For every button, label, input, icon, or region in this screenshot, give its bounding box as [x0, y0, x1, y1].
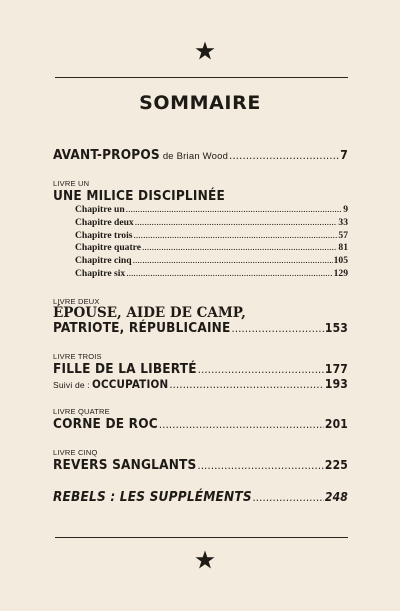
page-number: 7 — [340, 148, 348, 162]
book-title[interactable] — [53, 188, 348, 204]
dot-leader — [133, 230, 337, 243]
supplements-title: REBELS : LES SUPPLÉMENTS — [53, 488, 252, 505]
book-label: LIVRE DEUX — [53, 296, 100, 306]
page-number: 57 — [338, 229, 348, 241]
toc-entry-supplements[interactable] — [53, 489, 348, 505]
book-label: LIVRE UN — [53, 179, 90, 188]
page-number: 225 — [324, 457, 348, 472]
page-number: 201 — [324, 416, 348, 431]
dot-leader — [198, 459, 324, 472]
dot-leader — [159, 418, 324, 431]
book-title-text: UNE MILICE DISCIPLINÉE — [53, 188, 225, 204]
dot-leader — [253, 491, 324, 504]
page-number: 33 — [338, 216, 348, 228]
chapter-label: Chapitre quatre — [75, 242, 142, 254]
page-title: SOMMAIRE — [139, 92, 261, 114]
toc-entry[interactable] — [53, 361, 348, 377]
book-title-text: CORNE DE ROC — [53, 415, 158, 432]
dot-leader — [169, 378, 324, 391]
table-of-contents — [53, 143, 348, 505]
dot-leader — [126, 204, 343, 217]
suivi-title: OCCUPATION — [91, 376, 169, 391]
toc-entry-suivi[interactable] — [53, 377, 348, 391]
chapter-entry[interactable] — [53, 230, 348, 243]
suivi-prefix: Suivi de : — [53, 379, 90, 390]
book-title-text: REVERS SANGLANTS — [53, 456, 197, 473]
book-title-text: FILLE DE LA LIBERTÉ — [53, 360, 197, 377]
chapter-entry[interactable] — [53, 217, 348, 230]
chapter-entry[interactable] — [53, 255, 348, 268]
chapter-label: Chapitre trois — [75, 229, 133, 241]
toc-entry[interactable] — [53, 457, 348, 473]
chapter-label: Chapitre deux — [75, 216, 134, 228]
top-divider — [55, 77, 348, 78]
book-label: LIVRE CINQ — [53, 447, 98, 457]
star-icon — [195, 41, 215, 61]
toc-entry[interactable] — [53, 320, 348, 336]
page-number: 248 — [324, 489, 348, 504]
avant-propos-title: AVANT-PROPOS — [53, 147, 160, 163]
avant-propos-byline: de Brian Wood — [162, 151, 229, 162]
dot-leader — [135, 217, 338, 230]
page-number: 177 — [324, 361, 348, 376]
book-label: LIVRE QUATRE — [53, 406, 110, 416]
page-number: 9 — [343, 204, 348, 215]
chapter-entry[interactable] — [53, 268, 348, 281]
dot-leader — [229, 149, 339, 162]
page-number: 193 — [324, 376, 348, 391]
book-title-text: PATRIOTE, RÉPUBLICAINE — [53, 319, 231, 336]
chapter-label: Chapitre cinq — [75, 255, 132, 267]
toc-entry[interactable] — [53, 416, 348, 432]
book-label: LIVRE TROIS — [53, 351, 102, 361]
chapter-label: Chapitre six — [75, 267, 126, 279]
book-title-line: ÉPOUSE, AIDE DE CAMP, — [53, 304, 246, 321]
dot-leader — [232, 322, 324, 335]
chapter-entry[interactable] — [53, 204, 348, 217]
page-number: 105 — [333, 255, 348, 267]
dot-leader — [133, 255, 333, 268]
star-icon — [195, 550, 215, 570]
page-number: 129 — [333, 267, 348, 279]
chapter-entry[interactable] — [53, 242, 348, 255]
page-number: 153 — [324, 320, 348, 335]
dot-leader — [142, 242, 337, 255]
page-number: 81 — [338, 242, 348, 254]
toc-entry-avant-propos[interactable] — [53, 147, 348, 163]
dot-leader — [198, 363, 324, 376]
chapter-label: Chapitre un — [75, 204, 125, 215]
dot-leader — [126, 268, 332, 281]
bottom-divider — [55, 537, 348, 538]
